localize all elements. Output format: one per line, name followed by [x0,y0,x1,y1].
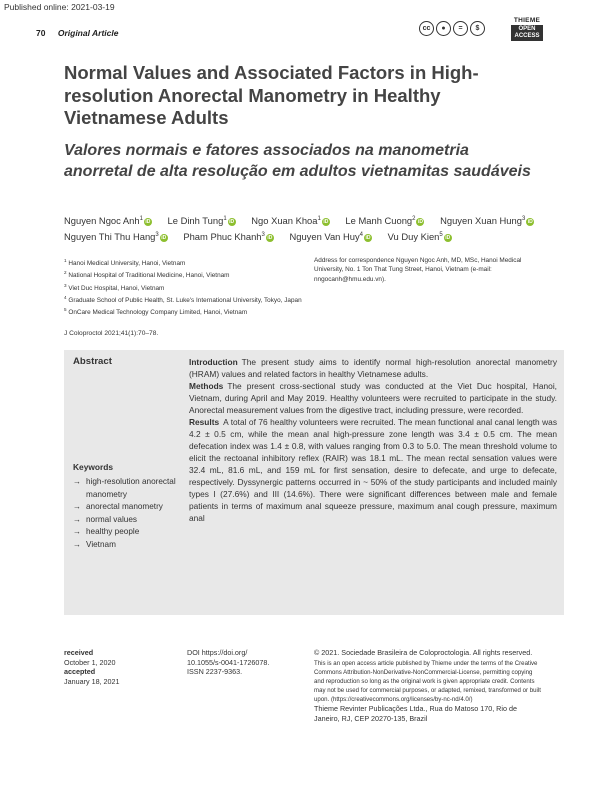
nd-icon: = [453,21,468,36]
section-text: The present study aims to identify normal high-resolution anorectal manometry (HRAM) values and related factors in healthy Vietnamese adults. [189,357,557,379]
cc-icon: cc [419,21,434,36]
affiliation: $^4$ Graduate School of Public Health, St. Luke's International University, Tokyo, Japan [64,294,302,305]
keywords-list [73,476,188,552]
license-icons [419,21,485,36]
published-online-bar [0,0,600,13]
received-label: received [64,648,94,657]
correspondence-address: Address for correspondence Nguyen Ngoc Anh, MD, MSc, Hanoi Medical University, No. 1 Ton That Tung Street, Hanoi, Vietnam (e-mail: nngocanh@hmu.edu.vn). [314,257,522,283]
copyright-block [314,648,542,723]
published-online-date: Published online: 2021-03-19 [4,2,115,12]
copyright: © 2021. Sociedade Brasileira de Coloproctologia. All rights reserved. [314,648,533,657]
author: Nguyen Xuan Hung$^3$iD [440,215,533,227]
orcid-icon[interactable]: iD [417,219,423,226]
section-label: Introduction [189,357,238,367]
logo-open-access [511,25,543,41]
abstract-section [189,380,557,416]
article-subtitle: Valores normais e fatores associados na manometria anorretal de alta resolução em adultos vietnamitas saudáveis [64,142,531,180]
issn: ISSN 2237-9363. [187,667,243,677]
affiliation: $^2$ National Hospital of Traditional Medicine, Hanoi, Vietnam [64,270,230,280]
author: Le Dinh Tung$^1$iD [167,215,235,227]
affiliation: $^1$ Hanoi Medical University, Hanoi, Vietnam [64,258,186,268]
section-label: Results [189,417,220,427]
orcid-icon[interactable]: iD [161,235,167,242]
author: Nguyen Ngoc Anh$^1$iD [64,215,151,227]
author: Le Manh Cuong$^2$iD [345,215,423,227]
author-list [64,212,554,244]
author: Nguyen Van Huy$^4$iD [289,231,371,243]
logo-publisher: THIEME [513,17,541,24]
license-text: This is an open access article published by Thieme under the terms of the Creative Commons Attribution-NonDerivative-NonCommercial-License, permitting copying and reproduction so long as the original work is given appropriate credit. Contents may not be used for commercial purposes, or adapted, remixed, transformed or built upon. (https://creativecommons.org/licenses/by-nc-nd/4.0/) [314,659,541,703]
abstract-heading: Abstract [73,356,112,367]
thieme-open-access-logo [511,17,543,41]
article-type: Original Article [57,28,119,38]
article-history [64,648,174,686]
affiliation: $^5$ OnCare Medical Technology Company Limited, Hanoi, Vietnam [64,307,248,317]
nc-icon: $ [470,21,485,36]
section-text: The present cross-sectional study was conducted at the Viet Duc hospital, Hanoi, Vietnam, during April and May 2019. Healthy volunteers were recruited to participate in the study. Anorectal measurement values from the digestive tract, including pressure, were recorded. [189,381,557,415]
orcid-icon[interactable]: iD [527,219,533,226]
abstract-box [64,350,564,615]
orcid-icon[interactable]: iD [145,219,151,226]
accepted-label: accepted [64,667,96,677]
affiliation: $^3$ Viet Duc Hospital, Hanoi, Vietnam [64,282,165,292]
running-header [36,28,118,38]
doi-id: 10.1055/s-0041-1726078. [187,657,270,667]
keyword-item: → Vietnam [73,539,188,552]
abstract-section [189,416,557,524]
keyword-item: → healthy people [73,526,188,539]
journal-citation: J Coloproctol 2021;41(1):70–78. [64,330,159,337]
author: Vu Duy Kien$^5$iD [387,231,451,243]
abstract-body [189,356,557,524]
section-label: Methods [189,381,224,391]
doi-link[interactable]: DOI https://doi.org/ [187,648,248,657]
orcid-icon[interactable]: iD [229,219,235,226]
keyword-item: → anorectal manometry [73,501,188,514]
logo-access: ACCESS [514,33,540,39]
author: Nguyen Thi Thu Hang$^3$iD [64,231,167,243]
accepted-date: January 18, 2021 [64,676,120,686]
keywords-heading: Keywords [73,462,114,472]
page-number: 70 [36,28,46,38]
by-icon: ● [436,21,451,36]
publisher-address: Thieme Revinter Publicações Ltda., Rua do Matoso 170, Rio de Janeiro, RJ, CEP 20270-135, Brazil [314,704,517,723]
received-date: October 1, 2020 [64,657,116,667]
orcid-icon[interactable]: iD [323,219,329,226]
author: Ngo Xuan Khoa$^1$iD [251,215,329,227]
affiliations [64,256,304,318]
orcid-icon[interactable]: iD [267,235,273,242]
orcid-icon[interactable]: iD [445,235,451,242]
author: Pham Phuc Khanh$^3$iD [183,231,273,243]
logo-open: OPEN [518,26,536,32]
orcid-icon[interactable]: iD [365,235,371,242]
article-title: Normal Values and Associated Factors in High-resolution Anorectal Manometry in Healthy Vietnamese Adults [64,62,479,128]
abstract-section [189,356,557,380]
section-text: A total of 76 healthy volunteers were recruited. The mean functional anal canal length was 4.2 ± 0.5 cm, while the mean anal high-pressure zone length was 3.4 ± 0.5 cm. The mean defecation index was 1.4 ± 0.8, with values ranging from 0.3 to 5.0. The mean threshold volume to elicit the rectoanal inhibitory reflex (RAIR) was 18.1 mL. The mean rectal sensation values were 32.4 mL, 81.6 mL, and 159 mL for first sensation, desire to defecate, and urge to defecate, respectively. Dyssynergic patterns occurred in ~ 50% of the study participants and included mainly types I (27.6%) and III (14.6%). There were significant differences between male and female patients in terms of maximum anal squeeze pressure, maximum anal cough pressure, maximum anal [189,417,557,523]
keyword-item: → normal values [73,514,188,527]
keyword-item: → high-resolution anorectal manometry [73,476,188,501]
doi-block [187,648,307,677]
